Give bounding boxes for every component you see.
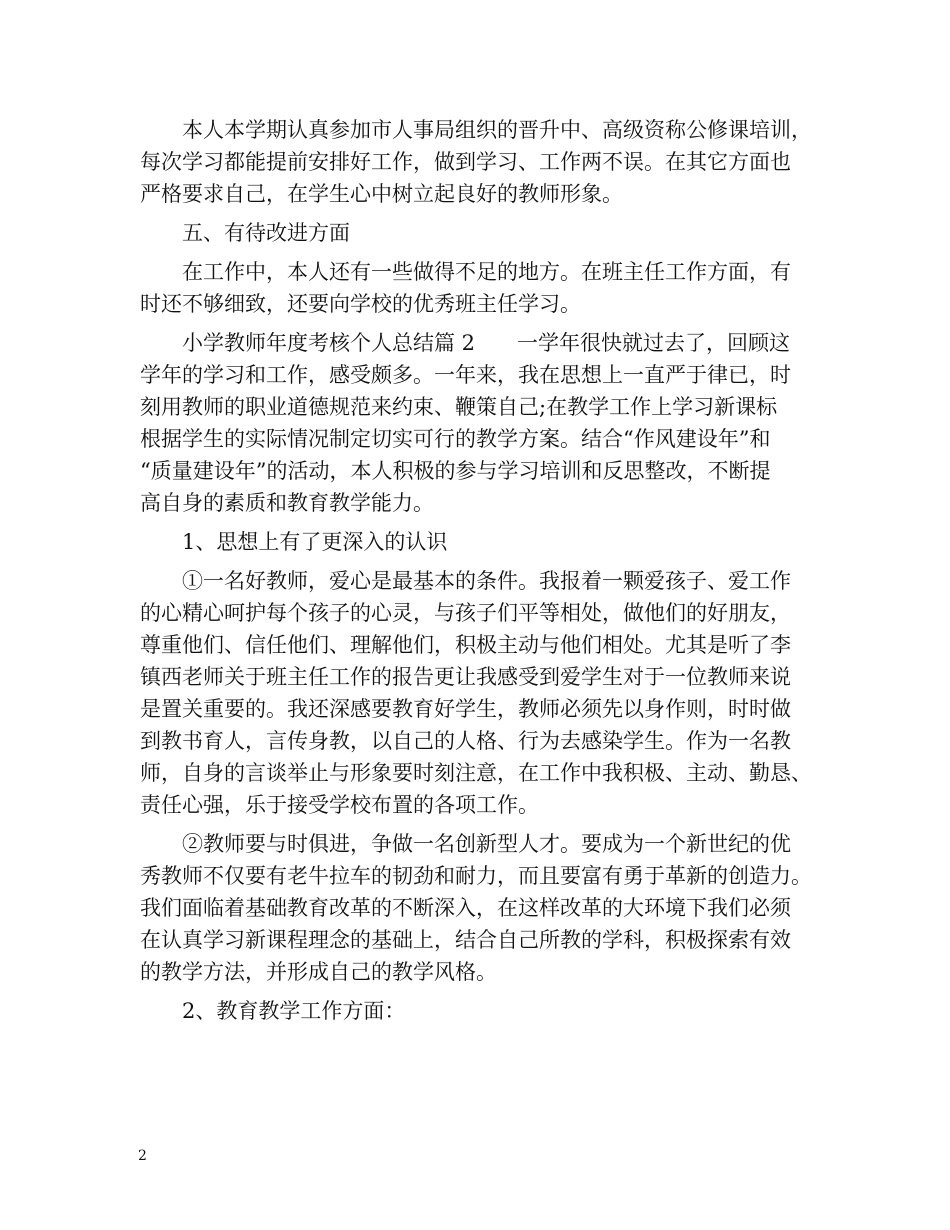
text-line: 的心精心呵护每个孩子的心灵，与孩子们平等相处，做他们的好朋友， (140, 601, 791, 625)
text-line: 师，自身的言谈举止与形象要时刻注意，在工作中我积极、主动、勤恳、 (140, 761, 812, 785)
text-line: 高自身的素质和教育教学能力。 (140, 491, 434, 515)
text-line: 时还不够细致，还要向学校的优秀班主任学习。 (140, 292, 581, 316)
text-line: 每次学习都能提前安排好工作，做到学习、工作两不误。在其它方面也 (140, 150, 791, 174)
text-line: ②教师要与时俱进，争做一名创新型人才。要成为一个新世纪的优 (182, 832, 791, 856)
paragraph-5 (140, 828, 830, 988)
text-line: 1、思想上有了更深入的认识 (182, 530, 448, 554)
section-heading-thought (140, 526, 830, 558)
text-line: 的教学方法，并形成自己的教学风格。 (140, 960, 497, 984)
text-line: ①一名好教师，爱心是最基本的条件。我报着一颗爱孩子、爱工作 (182, 569, 791, 593)
text-line: 秀教师不仅要有老牛拉车的韧劲和耐力，而且要富有勇于革新的创造力。 (140, 864, 812, 888)
text-line: 责任心强，乐于接受学校布置的各项工作。 (140, 793, 539, 817)
paragraph-3 (140, 327, 830, 519)
text-line: 刻用教师的职业道德规范来约束、鞭策自己;在教学工作上学习新课标 (140, 395, 778, 419)
text-line: 根据学生的实际情况制定切实可行的教学方案。结合“作风建设年”和 (140, 427, 771, 451)
text-line: 五、有待改进方面 (182, 221, 350, 245)
paragraph-1 (140, 114, 830, 210)
text-line: 到教书育人，言传身教，以自己的人格、行为去感染学生。作为一名教 (140, 729, 791, 753)
text-line: 在工作中，本人还有一些做得不足的地方。在班主任工作方面，有 (182, 260, 791, 284)
section-heading-improvement (140, 217, 830, 249)
text-line: 尊重他们、信任他们、理解他们，积极主动与他们相处。尤其是听了李 (140, 633, 791, 657)
text-line: “质量建设年”的活动，本人积极的参与学习培训和反思整改，不断提 (140, 459, 771, 483)
paragraph-2 (140, 256, 830, 320)
text-line: 在认真学习新课程理念的基础上，结合自己所教的学科，积极探索有效 (140, 928, 791, 952)
text-line: 我们面临着基础教育改革的不断深入，在这样改革的大环境下我们必须 (140, 896, 791, 920)
text-line: 学年的学习和工作，感受颇多。一年来，我在思想上一直严于律已，时 (140, 363, 791, 387)
paragraph-4 (140, 565, 830, 821)
text-line: 是置关重要的。我还深感要教育好学生，教师必须先以身作则，时时做 (140, 697, 791, 721)
text-line: 镇西老师关于班主任工作的报告更让我感受到爱学生对于一位教师来说 (140, 665, 791, 689)
text-line: 2、教育教学工作方面： (182, 999, 406, 1023)
text-line: 本人本学期认真参加市人事局组织的晋升中、高级资称公修课培训， (182, 118, 812, 142)
section-heading-teaching (140, 995, 830, 1027)
page-number: 2 (138, 1148, 147, 1164)
text-line: 严格要求自己，在学生心中树立起良好的教师形象。 (140, 182, 623, 206)
text-line: 小学教师年度考核个人总结篇 2 一学年很快就过去了，回顾这 (182, 331, 791, 355)
document-body (140, 114, 830, 1034)
